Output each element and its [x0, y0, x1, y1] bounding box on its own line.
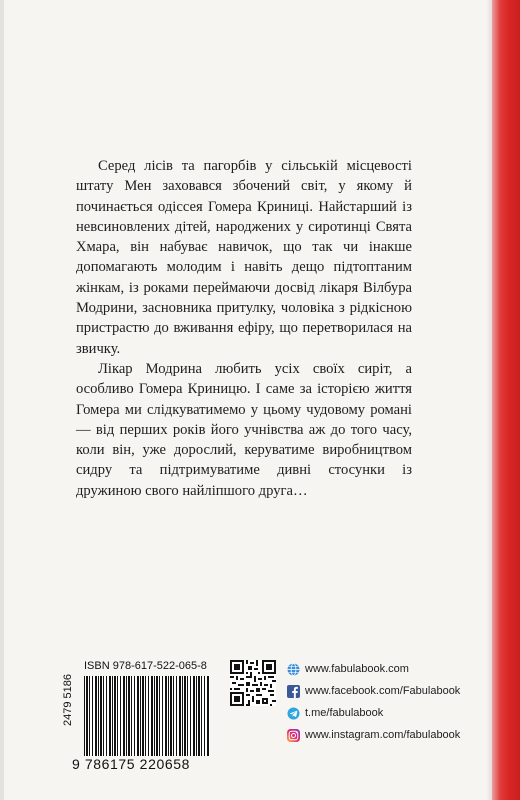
contact-facebook-text: www.facebook.com/Fabulabook	[305, 685, 461, 697]
contact-telegram-text: t.me/fabulabook	[305, 707, 384, 719]
facebook-icon	[286, 684, 300, 698]
barcode-addon-number: 2479 5186	[62, 674, 74, 726]
isbn-barcode	[56, 660, 212, 772]
contact-website[interactable]	[286, 660, 486, 678]
contact-website-text: www.fabulabook.com	[305, 663, 409, 675]
contact-facebook[interactable]	[286, 682, 486, 700]
ean-number: 9 786175 220658	[72, 756, 190, 772]
isbn-number: ISBN 978-617-522-065-8	[84, 660, 207, 672]
instagram-icon	[286, 728, 300, 742]
qr-code[interactable]	[230, 660, 276, 706]
blurb-text	[76, 156, 412, 501]
telegram-icon	[286, 706, 300, 720]
contact-instagram[interactable]	[286, 726, 486, 744]
blurb-paragraph-1: Серед лісів та пагорбів у сільській місцевості штату Мен заховався збочений світ, у якому й починається одіссея Гомера Криниці. Найстарший із невсиновлених дітей, народжених у сиротинці Свята Хмара, він набуває навичок, що так чи інакше допомагають молодим і навіть дещо підтоптаним жінкам, із роками переймаючи досвід лікаря Вілбура Модрини, засновника притулку, чоловіка з рідкісною пристрастю до вживання ефіру, що перетворилася на звичку.	[76, 158, 412, 357]
barcode-bars	[84, 676, 210, 756]
contact-telegram[interactable]	[286, 704, 486, 722]
red-spine	[492, 0, 520, 800]
globe-icon	[286, 662, 300, 676]
contact-instagram-text: www.instagram.com/fabulabook	[305, 729, 461, 741]
blurb-paragraph-2: Лікар Модрина любить усіх своїх сиріт, а особливо Гомера Криницю. І саме за історією життя Гомера ми слідкуватимемо у цьому чудовому романі — від перших років його учнівства аж до того часу, коли він, уже дорослий, керуватиме виробництвом сидру та підтримуватиме дивні стосунки із дружиною свого найліпшого друга…	[76, 360, 412, 499]
cover-left-edge	[0, 0, 4, 800]
